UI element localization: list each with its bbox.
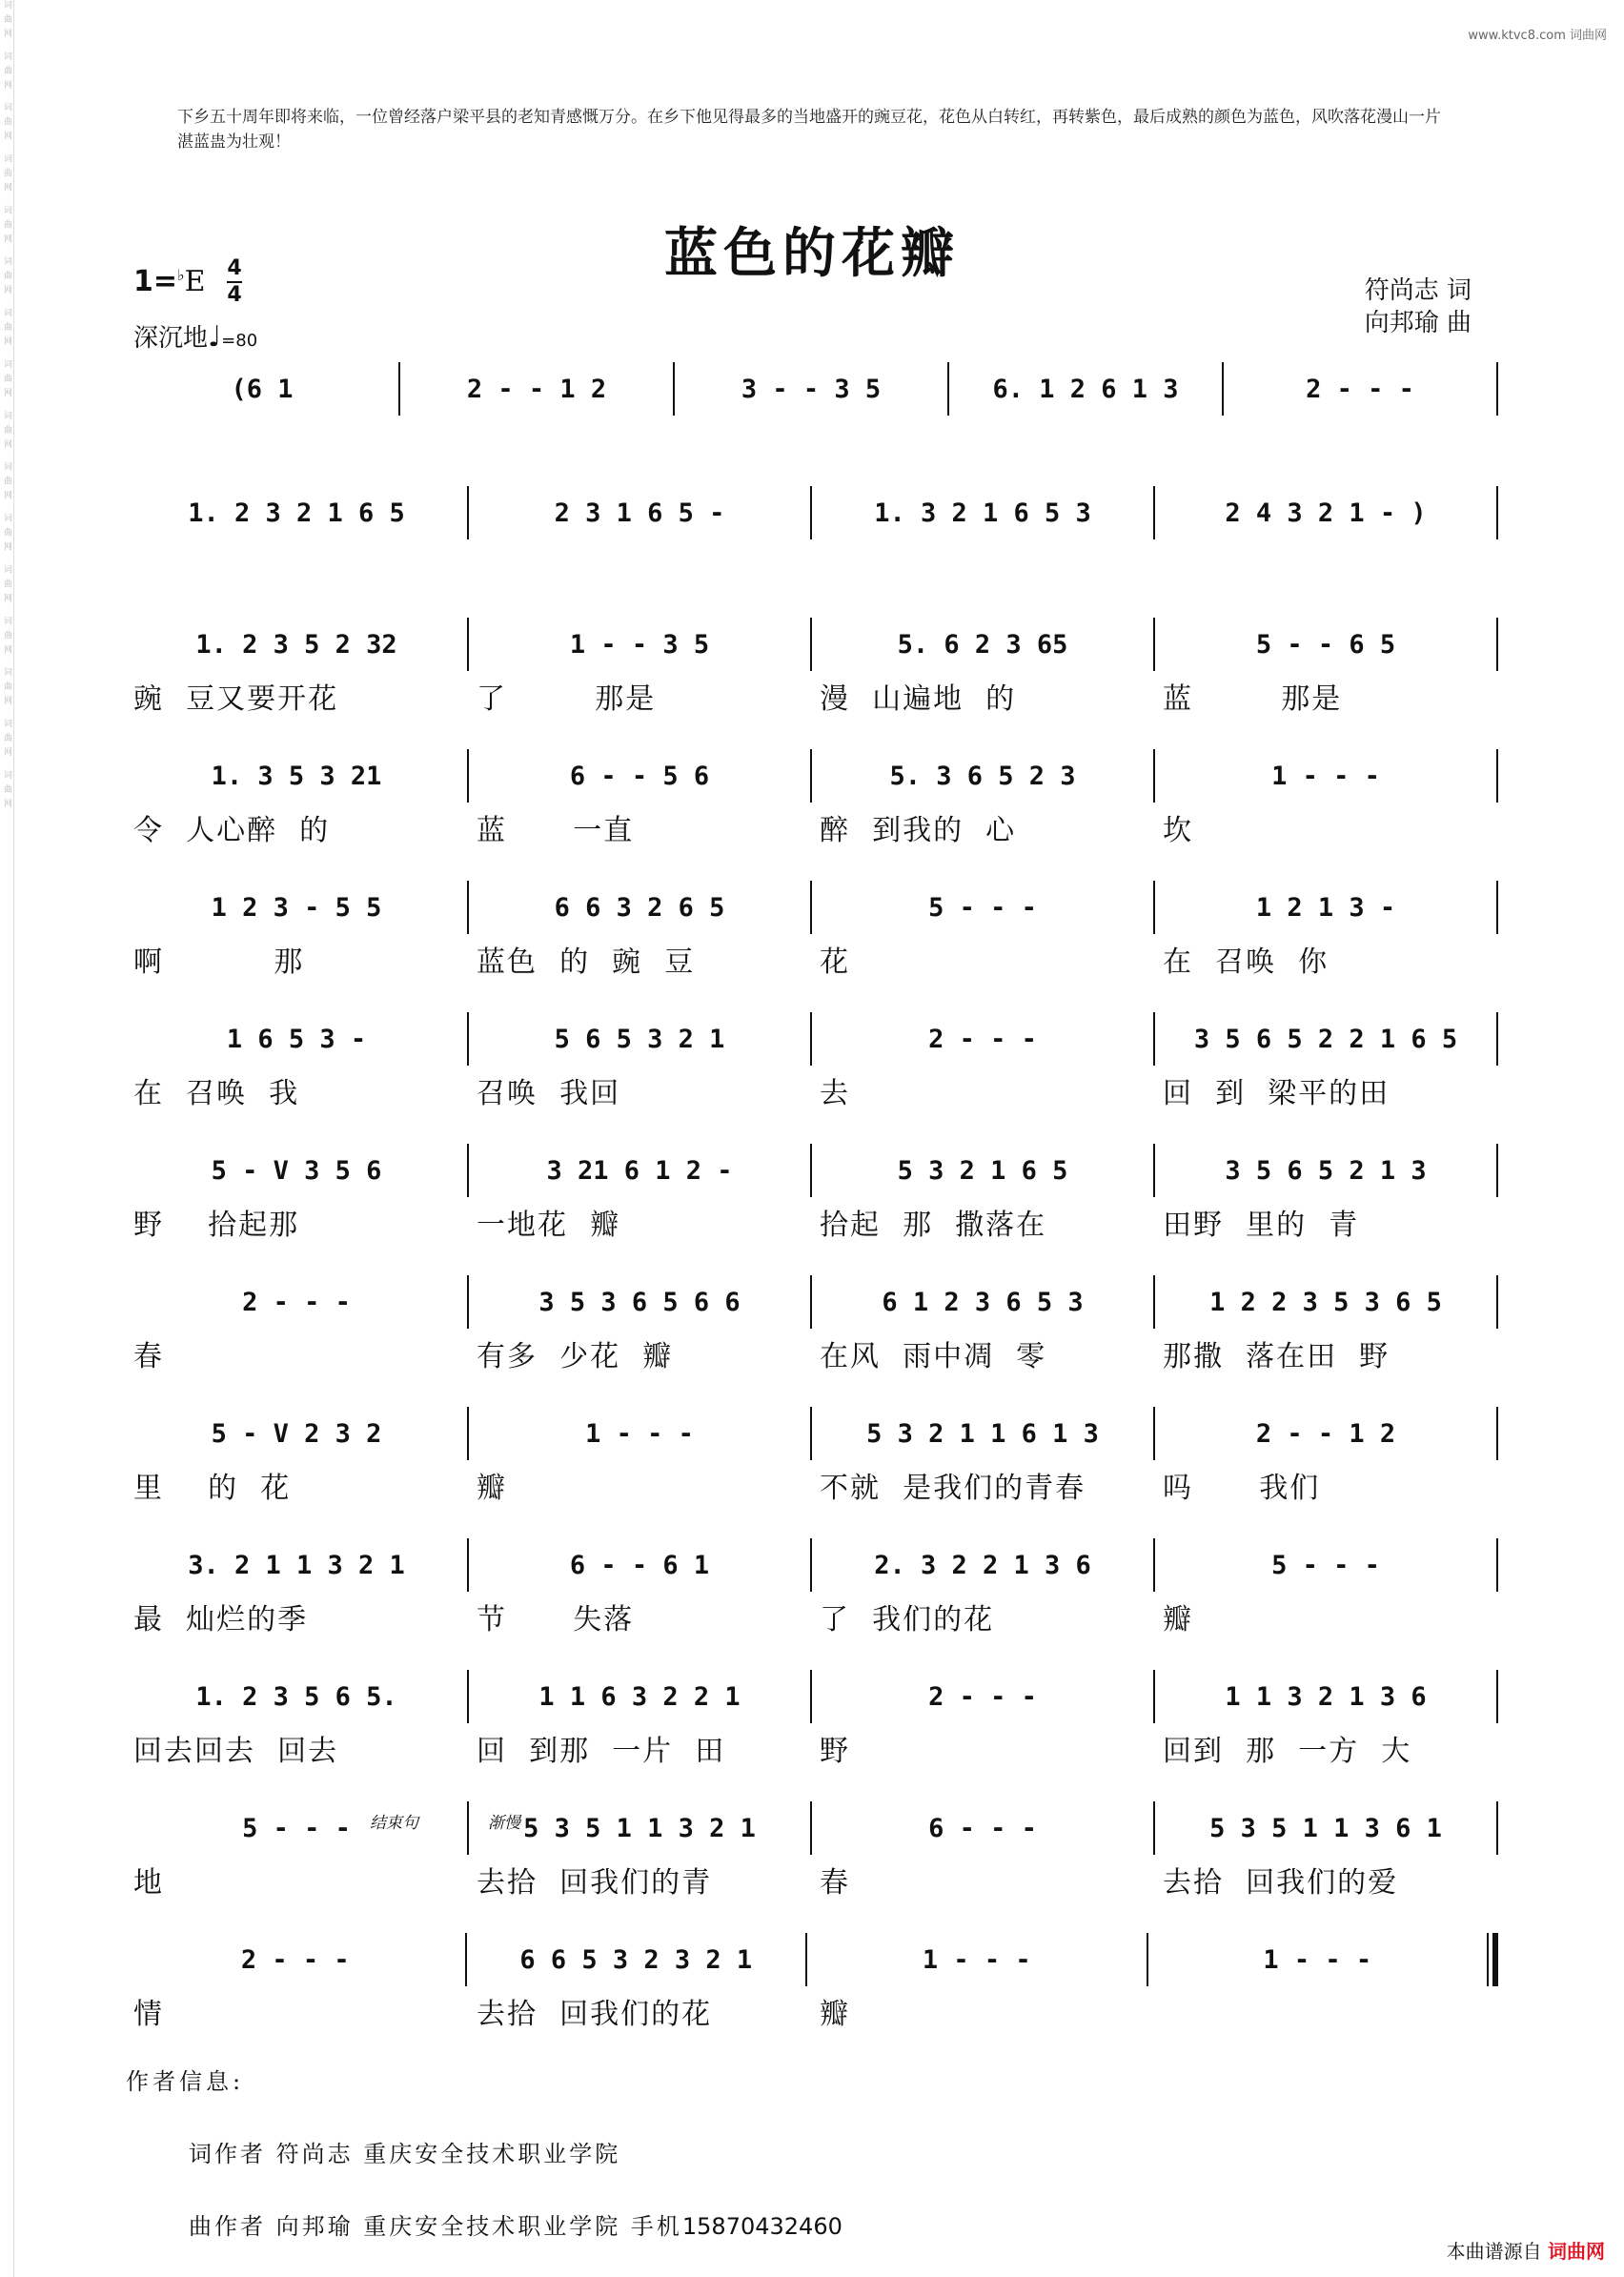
measure: 1 1 6 3 2 2 1: [538, 1681, 741, 1712]
tempo-word: 深沉地: [133, 324, 209, 353]
notation-line: [126, 749, 1498, 803]
lyric-segment: 蓝色 的 豌 豆: [477, 945, 696, 979]
lyric-segment: 春: [133, 1340, 164, 1373]
measure: 6 - - -: [928, 1813, 1037, 1843]
measure: 1 2 2 3 5 3 6 5: [1209, 1287, 1442, 1317]
measure: 2 4 3 2 1 - ): [1225, 498, 1427, 528]
measure: 3. 2 1 1 3 2 1: [188, 1550, 405, 1580]
lyric-segment: 瓣: [820, 1998, 850, 2031]
notation-line: [126, 618, 1498, 671]
score-system: [126, 1670, 1498, 1773]
measure: 3 - - 3 5: [741, 374, 882, 404]
key-prefix: 1=: [133, 265, 178, 298]
score-system: [126, 1801, 1498, 1904]
measure: 5 - - -: [1271, 1550, 1380, 1580]
score-system: [126, 1012, 1498, 1115]
slowing-mark: 渐慢: [488, 1814, 520, 1833]
lyric-line: [126, 1329, 1498, 1378]
side-watermark: 词曲网 词曲网 词曲网 词曲网 词曲网 词曲网 词曲网 词曲网 词曲网 词曲网 词曲网 词曲网 词曲网 词曲网 词曲网 词曲网: [0, 0, 14, 2277]
measure: 1 1 3 2 1 3 6: [1225, 1681, 1427, 1712]
lyric-segment: 一地花 瓣: [477, 1209, 621, 1242]
lyric-segment: 瓣: [477, 1472, 507, 1505]
lyric-segment: 在 召唤 你: [1163, 945, 1330, 979]
measure: 2 - - -: [240, 1944, 350, 1975]
lyric-segment: 回去回去 回去: [133, 1735, 339, 1768]
tempo-marking: [133, 318, 257, 354]
lyric-line: [126, 1855, 1498, 1904]
lyric-segment: 春: [820, 1866, 850, 1900]
measure: 5 6 5 3 2 1: [554, 1024, 725, 1054]
measure: 6 - - 5 6: [569, 761, 710, 791]
lyricist-info: 词作者 符尚志 重庆安全技术职业学院: [189, 2141, 621, 2167]
measure: 2 - - 1 2: [466, 374, 607, 404]
author-info-heading: 作者信息:: [126, 2068, 245, 2095]
flat-sign: ♭: [177, 266, 185, 284]
barline: [1496, 486, 1498, 539]
lyric-line: [126, 1460, 1498, 1510]
lyric-segment: 蓝 一直: [477, 814, 635, 847]
measure: 2. 3 2 2 1 3 6: [874, 1550, 1091, 1580]
measure: 6. 1 2 6 1 3: [992, 374, 1179, 404]
barline: [1496, 1801, 1498, 1855]
measure: 3 5 3 6 5 6 6: [538, 1287, 741, 1317]
notation-line: [126, 1670, 1498, 1723]
measure: 1. 2 3 5 2 32: [195, 629, 397, 660]
site-watermark: www.ktvc8.com 词曲网: [1468, 29, 1607, 43]
notation-line: [126, 1933, 1498, 1986]
intro-text: 下乡五十周年即将来临，一位曾经落户梁平县的老知青感慨万分。在乡下他见得最多的当地盛开的豌豆花，花色从白转红，再转紫色，最后成熟的颜色为蓝色，风吹落花漫山一片湛蓝蛊为壮观！: [177, 108, 1441, 152]
barline: [1496, 362, 1498, 416]
barline: [1496, 881, 1498, 934]
measure: 6 1 2 3 6 5 3: [882, 1287, 1084, 1317]
score-system: [126, 362, 1498, 465]
lyric-segment: 拾起 那 撒落在: [820, 1209, 1047, 1242]
lyric-line: [126, 1723, 1498, 1773]
measure: 5 - V 2 3 2: [211, 1418, 382, 1449]
notation-line: [126, 1801, 1498, 1855]
lyric-segment: 野: [820, 1735, 850, 1768]
measure: 1 - - -: [1263, 1944, 1372, 1975]
lyric-segment: 召唤 我回: [477, 1077, 621, 1110]
lyric-segment: 蓝 那是: [1163, 682, 1343, 716]
lyric-segment: 去拾 回我们的青: [477, 1866, 713, 1900]
lyric-segment: 醉 到我的 心: [820, 814, 1017, 847]
lyric-segment: 坎: [1163, 814, 1193, 847]
measure: 5 - V 3 5 6: [211, 1155, 382, 1186]
barline: [1496, 749, 1498, 803]
measure: 2 - - -: [928, 1024, 1037, 1054]
score-system: [126, 1538, 1498, 1641]
lyric-segment: 回到 那 一方 大: [1163, 1735, 1412, 1768]
barline: [1496, 1407, 1498, 1460]
lyric-segment: 情: [133, 1998, 164, 2031]
measure: 6 6 3 2 6 5: [554, 892, 725, 923]
time-bottom: 4: [227, 283, 242, 307]
lyric-line: [126, 539, 1498, 589]
measure: 6 - - 6 1: [569, 1550, 710, 1580]
song-title: 蓝色的花瓣: [664, 222, 960, 285]
measure: 3 5 6 5 2 2 1 6 5: [1193, 1024, 1458, 1054]
lyric-segment: 回 到 梁平的田: [1163, 1077, 1391, 1110]
time-signature: [227, 257, 242, 307]
measure: 5 3 5 1 1 3 2 1: [523, 1813, 756, 1843]
measure: 1 - - -: [1271, 761, 1380, 791]
score-system: [126, 486, 1498, 589]
measure: (6 1: [231, 374, 294, 404]
end-phrase-mark: 结束句: [370, 1814, 418, 1833]
lyric-segment: 最 灿烂的季: [133, 1603, 309, 1637]
measure: 1. 3 2 1 6 5 3: [874, 498, 1091, 528]
barline: [1496, 1538, 1498, 1592]
lyric-line: [126, 1986, 1498, 2036]
measure: 1. 2 3 2 1 6 5: [188, 498, 405, 528]
lyric-segment: 瓣: [1163, 1603, 1193, 1637]
measure: 3 5 6 5 2 1 3: [1225, 1155, 1427, 1186]
credits: [1365, 274, 1472, 339]
lyric-segment: 漫 山遍地 的: [820, 682, 1017, 716]
key-note: E: [184, 265, 206, 298]
measure: 1 2 3 - 5 5: [211, 892, 382, 923]
score-system: [126, 1933, 1498, 2036]
measure: 5. 3 6 5 2 3: [889, 761, 1076, 791]
barline: [1496, 1144, 1498, 1197]
measure: 1. 2 3 5 6 5.: [195, 1681, 397, 1712]
measure: 1 - - -: [922, 1944, 1031, 1975]
lyric-line: [126, 934, 1498, 984]
key-signature: [133, 265, 205, 298]
measure: 1. 3 5 3 21: [211, 761, 382, 791]
notation-line: [126, 362, 1498, 416]
score-system: [126, 1275, 1498, 1378]
score-system: [126, 749, 1498, 852]
lyric-line: [126, 1592, 1498, 1641]
measure: 5. 6 2 3 65: [897, 629, 1068, 660]
notation-line: [126, 881, 1498, 934]
measure: 5 - - -: [242, 1813, 351, 1843]
measure: 1 - - -: [585, 1418, 694, 1449]
lyric-segment: 去拾 回我们的爱: [1163, 1866, 1399, 1900]
time-top: 4: [227, 256, 242, 280]
notation-line: [126, 1275, 1498, 1329]
tempo-bpm: =80: [221, 331, 258, 351]
measure: 5 3 2 1 6 5: [897, 1155, 1068, 1186]
lyric-segment: 地: [133, 1866, 164, 1900]
measure: 2 3 1 6 5 -: [554, 498, 725, 528]
lyric-segment: 了 我们的花: [820, 1603, 995, 1637]
measure: 2 - - -: [242, 1287, 351, 1317]
notation-line: [126, 1407, 1498, 1460]
lyric-line: [126, 416, 1498, 465]
lyric-segment: 田野 里的 青: [1163, 1209, 1360, 1242]
lyric-segment: 里 的 花: [133, 1472, 292, 1505]
measure: 1 2 1 3 -: [1255, 892, 1396, 923]
measure: 5 3 2 1 1 6 1 3: [866, 1418, 1099, 1449]
lyricist-credit: 符尚志 词: [1364, 276, 1472, 305]
lyric-line: [126, 1197, 1498, 1247]
source-label: 本曲谱源自: [1446, 2240, 1542, 2263]
lyric-segment: 有多 少花 瓣: [477, 1340, 674, 1373]
measure: 6 6 5 3 2 3 2 1: [519, 1944, 753, 1975]
notation-line: [126, 1144, 1498, 1197]
lyric-segment: 节 失落: [477, 1603, 635, 1637]
measure: 2 - - -: [1306, 374, 1414, 404]
notation-line: [126, 1538, 1498, 1592]
barline: [1496, 618, 1498, 671]
lyric-segment: 回 到那 一片 田: [477, 1735, 726, 1768]
lyric-segment: 吗 我们: [1163, 1472, 1321, 1505]
measure: 2 - - -: [928, 1681, 1037, 1712]
measure: 2 - - 1 2: [1255, 1418, 1396, 1449]
measure: 5 - - -: [928, 892, 1037, 923]
notation-line: [126, 1012, 1498, 1066]
barline: [1496, 1670, 1498, 1723]
lyric-segment: 花: [820, 945, 850, 979]
lyric-segment: 不就 是我们的青春: [820, 1472, 1086, 1505]
lyric-segment: 令 人心醉 的: [133, 814, 331, 847]
score-system: [126, 1407, 1498, 1510]
measure: 5 3 5 1 1 3 6 1: [1209, 1813, 1442, 1843]
measure: 1 6 5 3 -: [226, 1024, 367, 1054]
measure: 1 - - 3 5: [569, 629, 710, 660]
lyric-segment: 野 拾起那: [133, 1209, 300, 1242]
barline: [1496, 1012, 1498, 1066]
lyric-segment: 在风 雨中凋 零: [820, 1340, 1047, 1373]
score: [126, 362, 1498, 2036]
composer-phone: 15870432460: [681, 2213, 842, 2240]
lyric-segment: 了 那是: [477, 682, 657, 716]
lyric-line: [126, 671, 1498, 721]
source-credit: [1447, 2236, 1605, 2264]
final-barline: [1487, 1933, 1498, 1986]
lyric-line: [126, 1066, 1498, 1115]
lyric-segment: 在 召唤 我: [133, 1077, 300, 1110]
lyric-segment: 去: [820, 1077, 850, 1110]
measure: 5 - - 6 5: [1255, 629, 1396, 660]
lyric-segment: 那撒 落在田 野: [1163, 1340, 1391, 1373]
score-system: [126, 1144, 1498, 1247]
score-system: [126, 881, 1498, 984]
barline: [1496, 1275, 1498, 1329]
lyric-segment: 去拾 回我们的花: [477, 1998, 713, 2031]
quarter-note-icon: ♩: [208, 320, 222, 354]
notation-line: [126, 486, 1498, 539]
score-system: [126, 618, 1498, 721]
lyric-line: [126, 803, 1498, 852]
composer-credit: 向邦瑜 曲: [1364, 309, 1472, 337]
composer-info: [189, 2207, 842, 2241]
measure: 3 21 6 1 2 -: [546, 1155, 733, 1186]
lyric-segment: 豌 豆又要开花: [133, 682, 339, 716]
lyric-segment: 啊 那: [133, 945, 305, 979]
composer-info-text: 曲作者 向邦瑜 重庆安全技术职业学院 手机: [189, 2213, 682, 2240]
source-brand: 词曲网: [1548, 2240, 1605, 2263]
